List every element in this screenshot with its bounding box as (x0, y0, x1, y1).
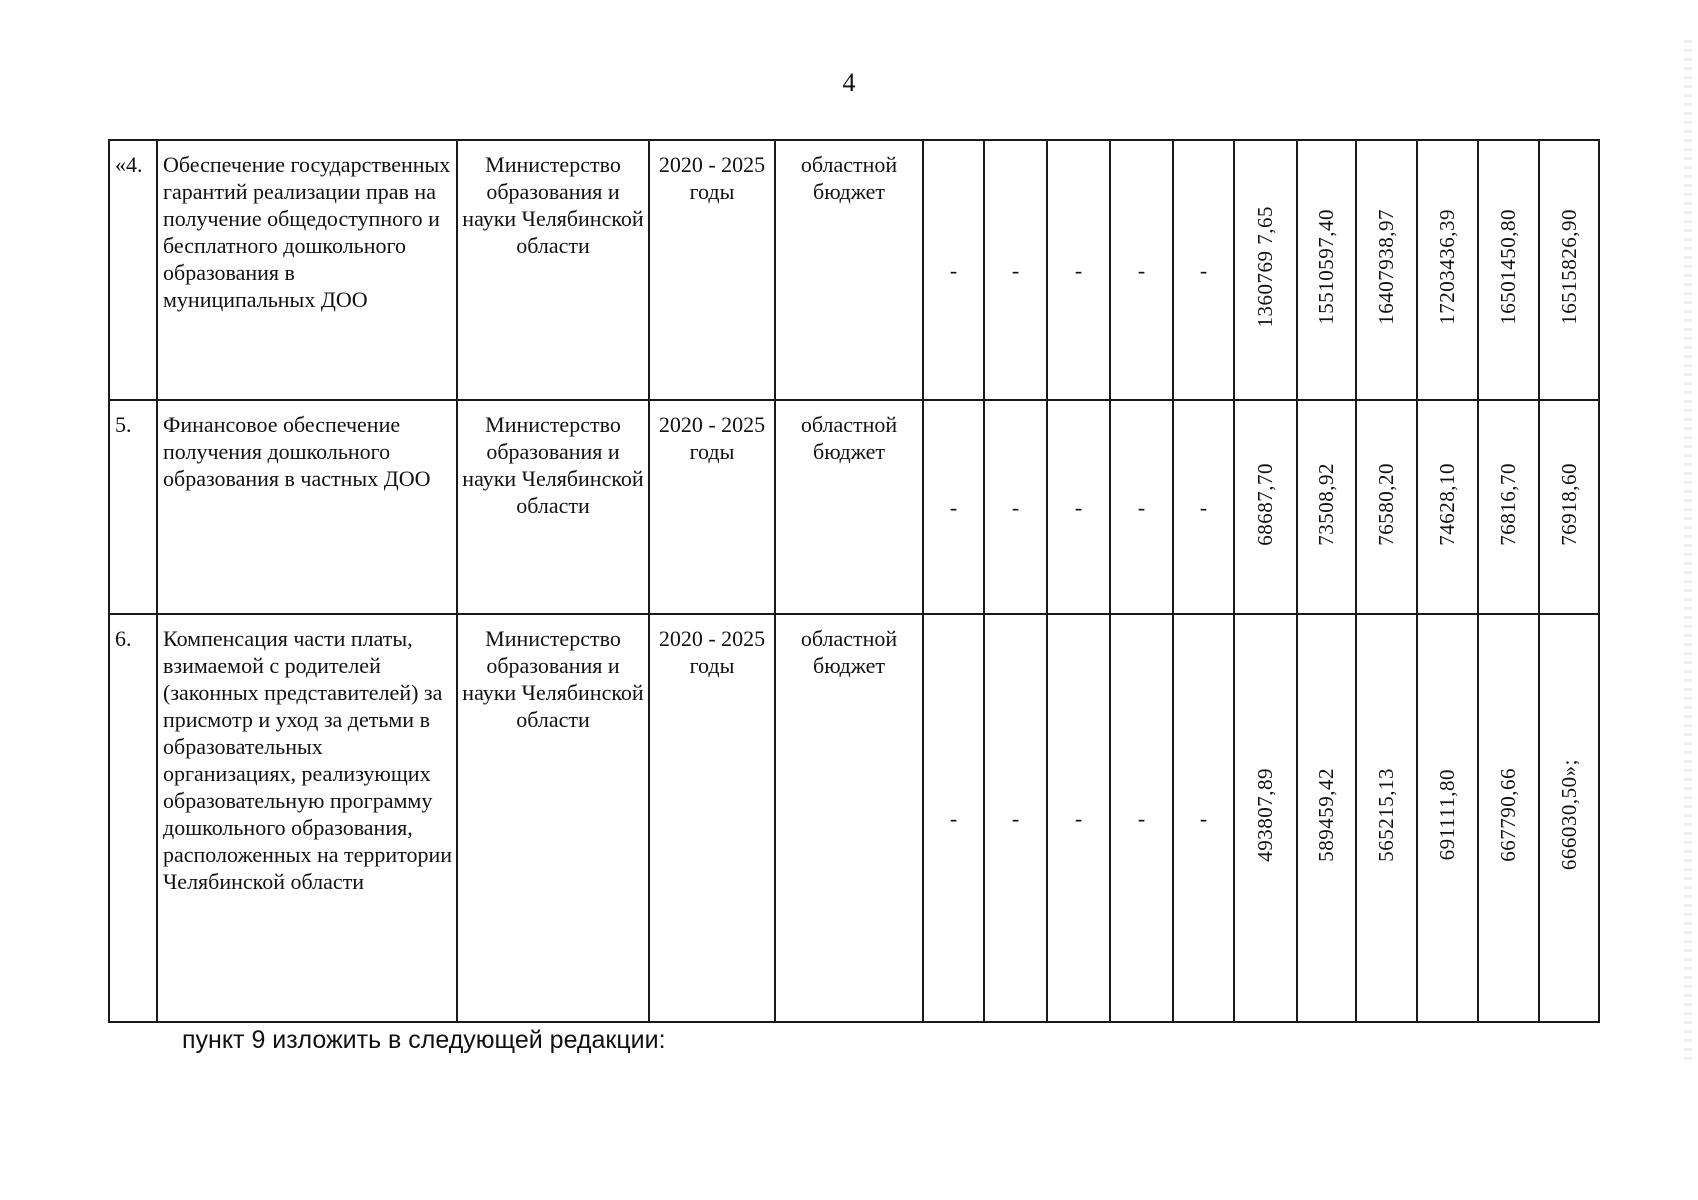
period: 2020 - 2025 годы (649, 614, 775, 1022)
amount-value: 15510597,40 (1314, 209, 1338, 325)
table-row (109, 140, 1599, 400)
row-number: 5. (109, 400, 157, 614)
amount-cell (1234, 140, 1297, 400)
page-number: 4 (842, 68, 856, 97)
amount-value: 493807,89 (1253, 768, 1277, 862)
amount-cell (1478, 140, 1539, 400)
amount-value: 16407938,97 (1374, 209, 1398, 325)
executor: Министерство образования и науки Челябинской области (457, 400, 649, 614)
dash-cell: - (984, 614, 1047, 1022)
amount-cell (1356, 140, 1417, 400)
amount-value: 1360769 7,65 (1253, 206, 1277, 328)
amount-value: 76580,20 (1374, 462, 1398, 546)
row-number: 6. (109, 614, 157, 1022)
table-row (109, 400, 1599, 614)
executor: Министерство образования и науки Челябинской области (457, 140, 649, 400)
dash-cell: - (923, 614, 984, 1022)
executor: Министерство образования и науки Челябинской области (457, 614, 649, 1022)
amount-value: 16501450,80 (1496, 209, 1520, 325)
measure-name: Обеспечение государственных гарантий реализации прав на получение общедоступного и бесплатного дошкольного образования в муниципальных ДОО (157, 140, 457, 400)
dash-cell: - (1047, 140, 1110, 400)
dash-cell: - (923, 140, 984, 400)
dash-cell: - (1173, 140, 1234, 400)
period: 2020 - 2025 годы (649, 140, 775, 400)
amount-cell (1297, 140, 1356, 400)
amount-value: 667790,66 (1496, 768, 1520, 862)
dash-cell: - (923, 400, 984, 614)
table-row (109, 614, 1599, 1022)
amount-cell (1234, 400, 1297, 614)
dash-cell: - (1047, 400, 1110, 614)
measure-name: Финансовое обеспечение получения дошкольного образования в частных ДОО (157, 400, 457, 614)
measure-name: Компенсация части платы, взимаемой с родителей (законных представителей) за присмотр и уход за детьми в образовательных организациях, реализующих образовательную программу дошкольного образования, расположенных на территории Челябинской области (157, 614, 457, 1022)
amount-value: 16515826,90 (1556, 209, 1581, 325)
scan-edge-artifact (1684, 40, 1692, 1060)
amount-cell (1539, 400, 1599, 614)
dash-cell: - (1047, 614, 1110, 1022)
row-number: «4. (109, 140, 157, 400)
dash-cell: - (984, 140, 1047, 400)
amount-cell (1297, 400, 1356, 614)
funding-source: областной бюджет (775, 400, 923, 614)
amount-value: 76918,60 (1556, 462, 1581, 546)
amount-value: 666030,50»; (1556, 759, 1581, 871)
dash-cell: - (1110, 140, 1173, 400)
amount-value: 76816,70 (1496, 462, 1520, 546)
footer-instruction: пункт 9 изложить в следующей редакции: (182, 1026, 666, 1054)
dash-cell: - (1110, 400, 1173, 614)
funding-source: областной бюджет (775, 140, 923, 400)
amount-cell (1234, 614, 1297, 1022)
amount-cell (1417, 614, 1478, 1022)
amount-cell (1417, 400, 1478, 614)
period: 2020 - 2025 годы (649, 400, 775, 614)
amount-value: 589459,42 (1314, 768, 1338, 862)
amount-cell (1539, 140, 1599, 400)
budget-table (108, 139, 1600, 1023)
amount-value: 691111,80 (1435, 769, 1459, 861)
amount-cell (1478, 614, 1539, 1022)
dash-cell: - (984, 400, 1047, 614)
amount-cell (1478, 400, 1539, 614)
dash-cell: - (1173, 400, 1234, 614)
dash-cell: - (1110, 614, 1173, 1022)
amount-cell (1356, 400, 1417, 614)
funding-source: областной бюджет (775, 614, 923, 1022)
amount-cell (1356, 614, 1417, 1022)
amount-cell (1539, 614, 1599, 1022)
amount-value: 73508,92 (1314, 462, 1338, 546)
amount-cell (1297, 614, 1356, 1022)
amount-value: 74628,10 (1435, 462, 1459, 546)
amount-value: 68687,70 (1253, 462, 1277, 546)
amount-cell (1417, 140, 1478, 400)
amount-value: 565215,13 (1374, 768, 1398, 862)
dash-cell: - (1173, 614, 1234, 1022)
amount-value: 17203436,39 (1435, 209, 1459, 325)
